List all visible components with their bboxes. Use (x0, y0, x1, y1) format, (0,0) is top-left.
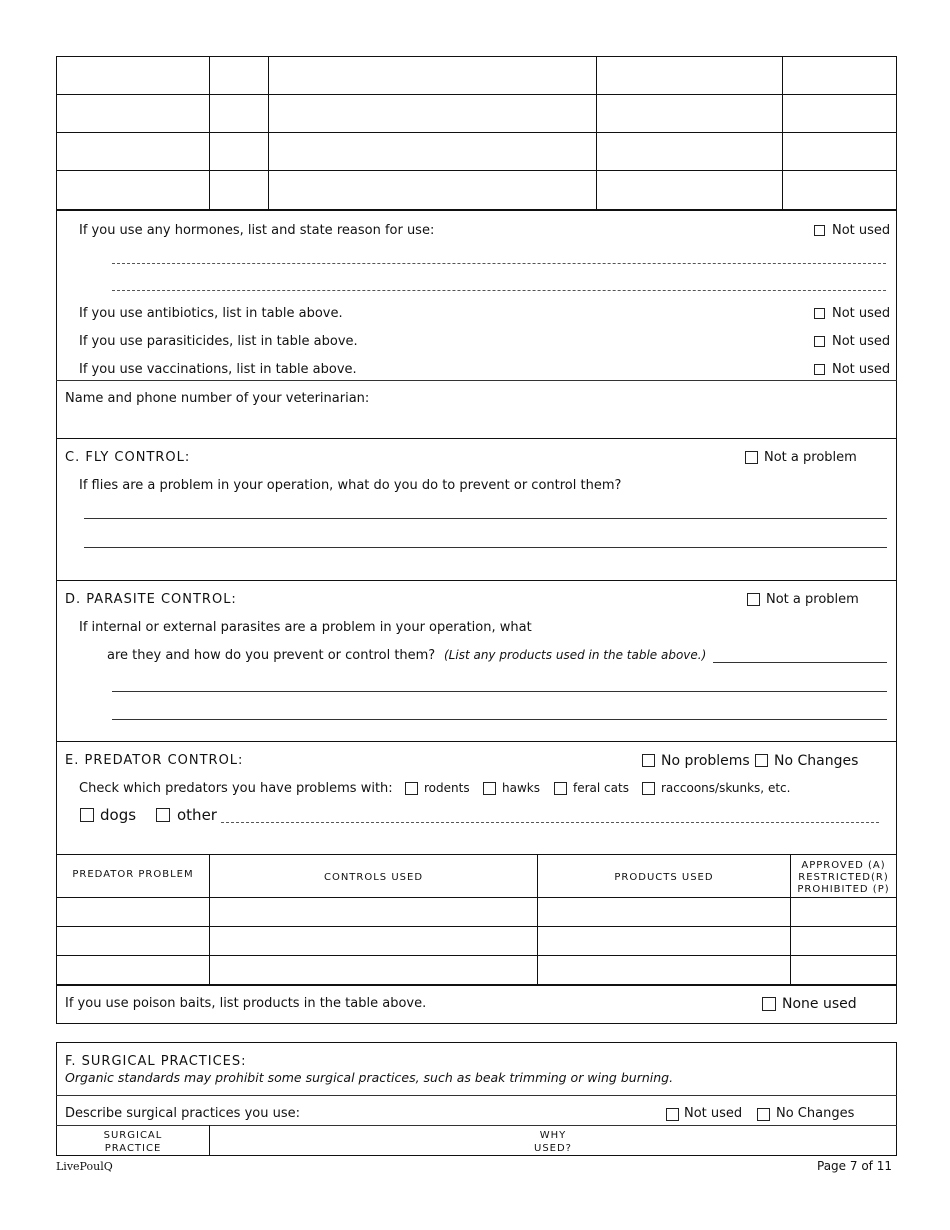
table-cell[interactable] (269, 95, 597, 133)
feral-cats-label: feral cats (573, 781, 629, 795)
table-cell[interactable] (269, 171, 597, 210)
table-cell[interactable] (538, 956, 791, 986)
parasite-question-line2: are they and how do you prevent or control them? (107, 648, 436, 663)
why-used-header-line2: USED? (534, 1143, 572, 1154)
products-used-header: PRODUCTS USED (614, 872, 714, 883)
parasiticides-label: If you use parasiticides, list in table above. (79, 334, 358, 349)
table-cell[interactable] (57, 927, 210, 956)
parasite-not-problem-checkbox[interactable] (747, 593, 760, 606)
parasite-answer-line[interactable] (112, 691, 887, 692)
table-cell[interactable] (791, 927, 897, 956)
surgical-not-used-checkbox[interactable] (666, 1108, 679, 1121)
table-cell[interactable] (783, 133, 897, 171)
antibiotics-label: If you use antibiotics, list in table above. (79, 306, 343, 321)
no-problems-label: No problems (661, 753, 750, 769)
hawks-checkbox[interactable] (483, 782, 496, 795)
prohibited-header: PROHIBITED (P) (797, 884, 890, 895)
fly-question: If flies are a problem in your operation, what do you do to prevent or control them? (79, 478, 622, 493)
other-checkbox[interactable] (156, 808, 170, 822)
table-cell[interactable] (210, 57, 269, 95)
hormones-answer-line[interactable] (112, 263, 886, 264)
table-cell[interactable] (210, 171, 269, 210)
table-cell[interactable] (783, 171, 897, 210)
raccoons-checkbox[interactable] (642, 782, 655, 795)
predator-no-changes-checkbox[interactable] (755, 754, 768, 767)
table-cell[interactable] (597, 57, 783, 95)
predator-problem-header: PREDATOR PROBLEM (72, 869, 194, 880)
table-cell[interactable] (783, 57, 897, 95)
page-number: Page 7 of 11 (817, 1159, 892, 1173)
table-cell[interactable] (538, 927, 791, 956)
surgical-no-changes-label: No Changes (776, 1106, 855, 1121)
hormones-label: If you use any hormones, list and state reason for use: (79, 223, 435, 238)
surgical-not-used-label: Not used (684, 1106, 743, 1121)
table-cell[interactable] (57, 95, 210, 133)
vaccinations-not-used-label: Not used (832, 362, 891, 377)
parasite-answer-line[interactable] (112, 719, 887, 720)
fly-control-title: C. FLY CONTROL: (65, 450, 191, 465)
table-cell[interactable] (269, 57, 597, 95)
hawks-label: hawks (502, 781, 540, 795)
surgical-practice-header-line1: SURGICAL (103, 1130, 163, 1141)
hormones-answer-line[interactable] (112, 290, 886, 291)
none-used-checkbox[interactable] (762, 997, 776, 1011)
table-cell[interactable] (538, 898, 791, 927)
parasite-control-title: D. PARASITE CONTROL: (65, 592, 237, 607)
hormones-not-used-checkbox[interactable] (814, 225, 825, 236)
parasite-answer-line[interactable] (713, 662, 887, 663)
table-cell[interactable] (791, 956, 897, 986)
surgical-no-changes-checkbox[interactable] (757, 1108, 770, 1121)
table-cell[interactable] (597, 95, 783, 133)
table-cell[interactable] (57, 171, 210, 210)
surgical-note: Organic standards may prohibit some surgical practices, such as beak trimming or wing burning. (65, 1070, 674, 1085)
products-table (56, 56, 897, 210)
table-cell[interactable] (783, 95, 897, 133)
table-cell[interactable] (57, 898, 210, 927)
rodents-label: rodents (424, 781, 470, 795)
check-predators-label: Check which predators you have problems with: (79, 781, 393, 796)
rodents-checkbox[interactable] (405, 782, 418, 795)
parasiticides-not-used-checkbox[interactable] (814, 336, 825, 347)
why-used-header-line1: WHY (539, 1130, 567, 1141)
parasite-question-note: (List any products used in the table above.) (444, 648, 707, 662)
table-cell[interactable] (269, 133, 597, 171)
table-cell[interactable] (597, 171, 783, 210)
no-problems-checkbox[interactable] (642, 754, 655, 767)
table-cell[interactable] (597, 133, 783, 171)
vaccinations-not-used-checkbox[interactable] (814, 364, 825, 375)
table-cell[interactable] (210, 956, 538, 986)
table-cell[interactable] (57, 57, 210, 95)
table-cell[interactable] (210, 927, 538, 956)
table-cell[interactable] (210, 898, 538, 927)
fly-not-problem-checkbox[interactable] (745, 451, 758, 464)
surgical-title: F. SURGICAL PRACTICES: (65, 1054, 247, 1069)
table-cell[interactable] (57, 956, 210, 986)
poison-baits-label: If you use poison baits, list products in the table above. (65, 996, 427, 1011)
predator-no-changes-label: No Changes (774, 753, 859, 769)
table-cell[interactable] (57, 133, 210, 171)
parasiticides-not-used-label: Not used (832, 334, 891, 349)
hormones-not-used-label: Not used (832, 223, 891, 238)
parasite-question-line1: If internal or external parasites are a problem in your operation, what (79, 620, 532, 635)
table-cell[interactable] (791, 898, 897, 927)
feral-cats-checkbox[interactable] (554, 782, 567, 795)
surgical-describe-label: Describe surgical practices you use: (65, 1106, 300, 1121)
raccoons-label: raccoons/skunks, etc. (661, 781, 791, 795)
vaccinations-label: If you use vaccinations, list in table above. (79, 362, 357, 377)
antibiotics-not-used-label: Not used (832, 306, 891, 321)
approved-header: APPROVED (A) (801, 860, 886, 871)
table-cell[interactable] (210, 133, 269, 171)
fly-answer-line[interactable] (84, 518, 887, 519)
restricted-header: RESTRICTED(R) (798, 872, 889, 883)
antibiotics-not-used-checkbox[interactable] (814, 308, 825, 319)
form-id: LivePoulQ (56, 1160, 113, 1173)
surgical-practice-header-line2: PRACTICE (104, 1143, 162, 1154)
dogs-label: dogs (100, 806, 137, 824)
table-cell[interactable] (210, 95, 269, 133)
fly-answer-line[interactable] (84, 547, 887, 548)
dogs-checkbox[interactable] (80, 808, 94, 822)
parasite-not-problem-label: Not a problem (766, 592, 859, 607)
none-used-label: None used (782, 996, 857, 1012)
controls-used-header: CONTROLS USED (323, 872, 424, 883)
veterinarian-label: Name and phone number of your veterinarian: (65, 391, 370, 406)
predator-control-title: E. PREDATOR CONTROL: (65, 753, 244, 768)
other-label: other (177, 806, 217, 824)
other-predator-line[interactable] (221, 822, 879, 823)
fly-not-problem-label: Not a problem (764, 450, 857, 465)
